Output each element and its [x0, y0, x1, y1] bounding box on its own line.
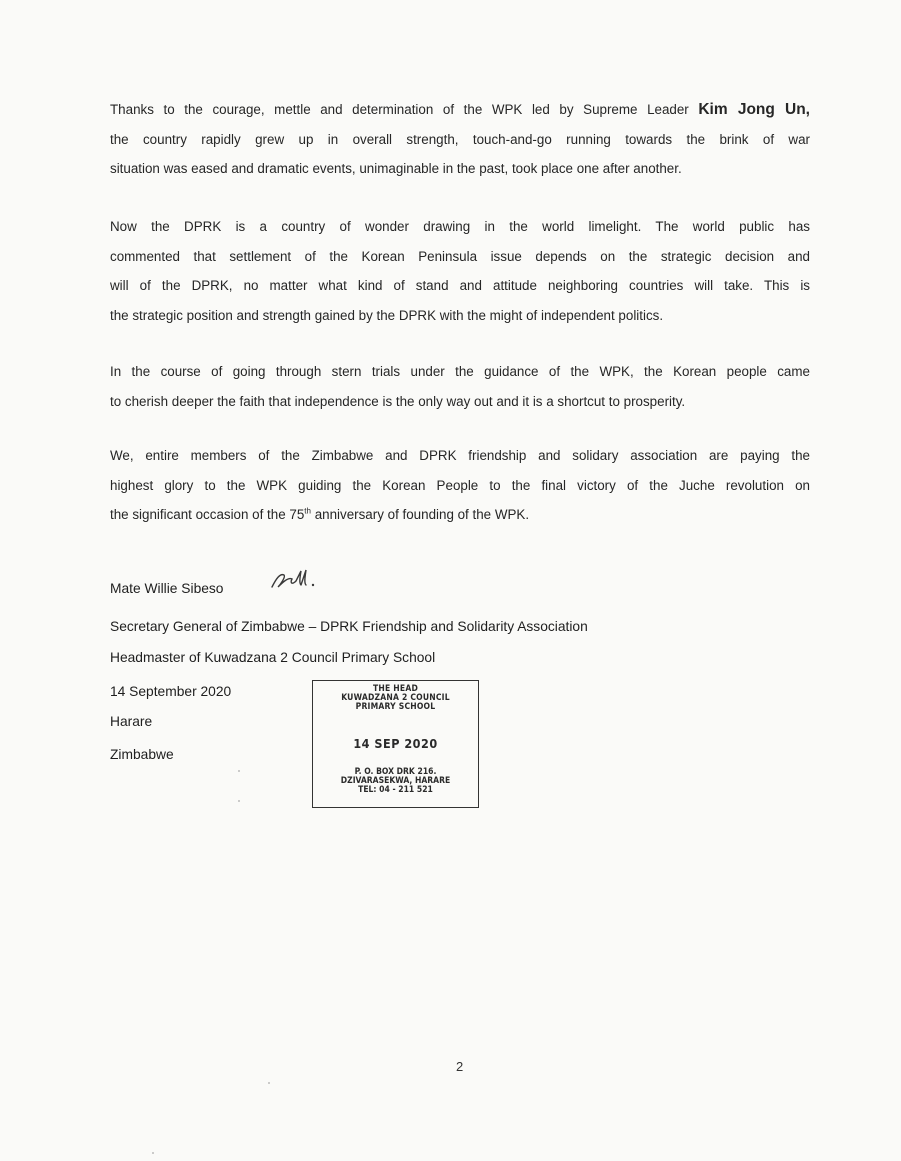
letter-country: Zimbabwe — [110, 747, 174, 762]
stamp-line-1: THE HEAD — [373, 684, 418, 694]
leader-name: Kim Jong Un, — [698, 101, 810, 118]
paragraph-3 — [110, 357, 810, 416]
stamp-date: 14 SEP 2020 — [353, 736, 438, 751]
paragraph-1 — [110, 95, 810, 184]
paragraph-4-line-2: highest glory to the WPK guiding the Korean People to the final victory of the Juche revolution on — [110, 477, 810, 493]
signatory-title-1: Secretary General of Zimbabwe – DPRK Friendship and Solidarity Association — [110, 619, 588, 634]
signatory-name: Mate Willie Sibeso — [110, 581, 224, 596]
paragraph-1-text: Thanks to the courage, mettle and determination of the WPK led by Supreme Leader — [110, 102, 699, 117]
stamp-line-5: DZIVARASEKWA, HARARE — [340, 776, 451, 786]
paragraph-2-line-1: Now the DPRK is a country of wonder drawing in the world limelight. The world public has — [110, 219, 810, 234]
stamp-line-3: PRIMARY SCHOOL — [355, 702, 436, 712]
paragraph-3-line-2: to cherish deeper the faith that independence is the only way out and it is a shortcut to prosperity. — [110, 393, 686, 409]
paragraph-2 — [110, 212, 810, 330]
signatory-title-2: Headmaster of Kuwadzana 2 Council Primary School — [110, 650, 436, 665]
paragraph-2-line-4: the strategic position and strength gained by the DPRK with the might of independent politics. — [110, 307, 664, 323]
paragraph-4-line-3-text: the significant occasion of the 75 — [110, 507, 305, 522]
scan-speck — [152, 1152, 154, 1154]
paragraph-2-line-3: will of the DPRK, no matter what kind of stand and attitude neighboring countries will take. This is — [110, 278, 810, 293]
paragraph-4-line-1: We, entire members of the Zimbabwe and DPRK friendship and solidary association are paying the — [110, 448, 810, 463]
stamp-line-6: TEL: 04 - 211 521 — [358, 785, 433, 795]
paragraph-1-line-2: the country rapidly grew up in overall strength, touch-and-go running towards the brink of war — [110, 131, 810, 147]
stamp-header — [313, 685, 478, 712]
paragraph-1-line-3: situation was eased and dramatic events, unimaginable in the past, took place one after another. — [110, 161, 682, 176]
paragraph-4-line-3-text-end: anniversary of founding of the WPK. — [310, 507, 530, 522]
school-stamp — [312, 680, 479, 808]
scan-speck — [268, 1082, 270, 1084]
page-number: 2 — [456, 1059, 464, 1074]
scan-speck — [238, 800, 240, 802]
scan-speck — [238, 770, 240, 772]
paragraph-4-line-3 — [110, 500, 810, 530]
ordinal-suffix: th — [304, 506, 311, 516]
stamp-line-2: KUWADZANA 2 COUNCIL — [341, 693, 450, 703]
stamp-line-4: P. O. BOX DRK 216. — [354, 767, 437, 777]
paragraph-3-line-1: In the course of going through stern trials under the guidance of the WPK, the Korean people came — [110, 364, 810, 379]
paragraph-2-line-2: commented that settlement of the Korean Peninsula issue depends on the strategic decision and — [110, 248, 810, 264]
handwritten-signature — [268, 565, 320, 593]
paragraph-4 — [110, 441, 810, 530]
paragraph-1-line-1 — [110, 95, 810, 125]
stamp-footer — [313, 768, 478, 795]
letter-date: 14 September 2020 — [110, 684, 232, 699]
letter-city: Harare — [110, 714, 153, 729]
